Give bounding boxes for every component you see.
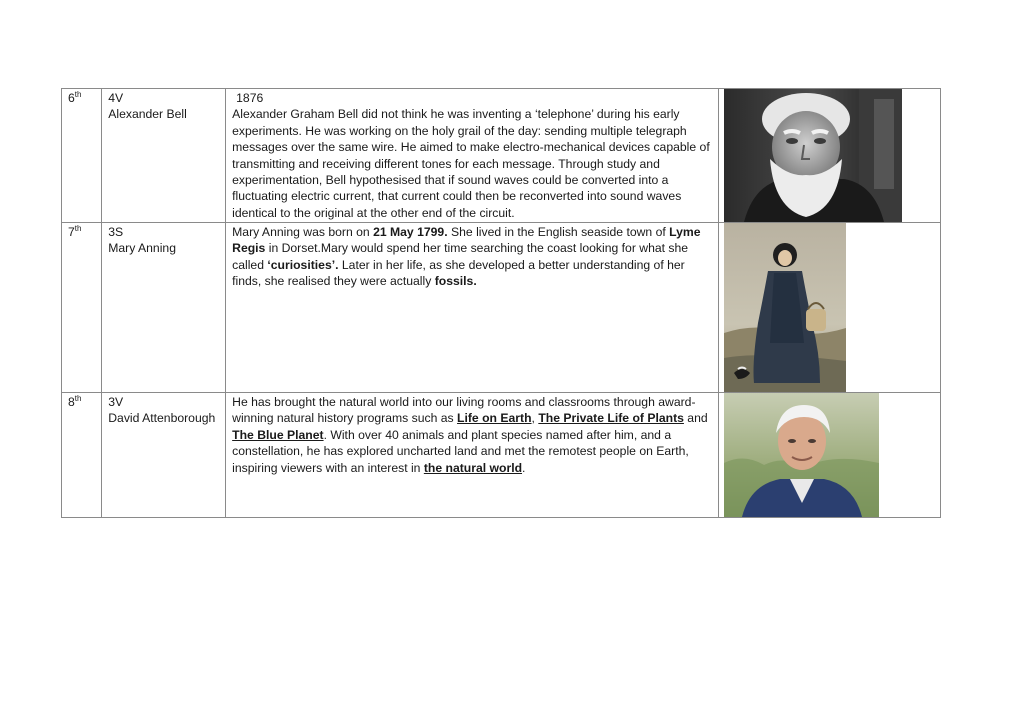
photo-cell	[718, 89, 940, 223]
class-cell	[102, 89, 226, 223]
text-run: . With over 40 animals and plant species named after him, and a constellation, he has explored uncharted land and met the remotest people on Earth, inspiring viewers with an interest in	[232, 427, 689, 475]
person-name: David Attenborough	[108, 411, 216, 426]
portrait-photo-bell	[724, 89, 902, 222]
year-label: 1876	[236, 91, 264, 105]
text-run: ,	[531, 411, 539, 426]
class-cell	[102, 393, 226, 518]
description-cell	[226, 223, 718, 393]
bold-fossils: fossils.	[434, 274, 477, 289]
date-cell	[62, 223, 102, 393]
description-cell	[226, 89, 718, 223]
class-cell	[102, 223, 226, 393]
table-row	[62, 393, 941, 518]
date-suffix: th	[74, 89, 82, 99]
class-code: 3S	[108, 225, 124, 239]
bold-date: 21 May 1799.	[373, 225, 448, 239]
date-suffix: th	[74, 223, 82, 233]
class-code: 3V	[108, 395, 124, 409]
description-text: Alexander Graham Bell did not think he was inventing a ‘telephone’ during his early experiments. He was working on the holy grail of the day: sending multiple telegraph messages over the same wire. He aimed to make electro-mechanical devices capable of transmitting and receiving different tones for each message. Through study and experimentation, Bell hypothesised that if sound waves could be converted into a fluctuating electric current, that current could then be reconverted into sound waves identical to the original at the other end of the circuit.	[232, 107, 710, 220]
programme-title-blue-planet: The Blue Planet	[232, 427, 324, 442]
history-table	[61, 88, 941, 518]
photo-cell	[718, 223, 940, 393]
date-cell	[62, 89, 102, 223]
photo-cell	[718, 393, 940, 518]
programme-title-private-life-of-plants: The Private Life of Plants	[538, 411, 684, 426]
text-run: Later in her life, as she developed a better understanding of her finds, she realised they were actually	[232, 257, 685, 289]
person-name: Alexander Bell	[108, 107, 187, 122]
description-text	[232, 394, 712, 476]
text-run: .	[522, 460, 526, 475]
class-code: 4V	[108, 91, 124, 105]
bold-curiosities: ‘curiosities’.	[267, 257, 339, 272]
date-suffix: th	[74, 393, 82, 403]
date-value: 6	[68, 91, 75, 105]
portrait-painting-anning	[724, 223, 846, 392]
date-value: 8	[68, 395, 75, 409]
text-run: She lived in the English seaside town of	[447, 225, 670, 239]
date-cell	[62, 393, 102, 518]
table-row	[62, 223, 941, 393]
date-value: 7	[68, 225, 75, 239]
text-run: He has brought the natural world into our living rooms and classrooms through award-winning natural history programs such as	[232, 395, 696, 426]
text-run: and	[683, 411, 708, 426]
table-row	[62, 89, 941, 223]
description-cell	[226, 393, 718, 518]
programme-title-life-on-earth: Life on Earth	[457, 411, 532, 426]
bold-place: Lyme Regis	[232, 225, 701, 256]
text-run: in Dorset.Mary would spend her time searching the coast looking for what she called	[232, 241, 689, 272]
person-name: Mary Anning	[108, 241, 176, 256]
text-run: Mary Anning was born on	[232, 225, 374, 239]
description-text	[232, 224, 712, 290]
portrait-photo-attenborough	[724, 393, 879, 517]
underlined-natural-world: the natural world	[423, 460, 523, 475]
